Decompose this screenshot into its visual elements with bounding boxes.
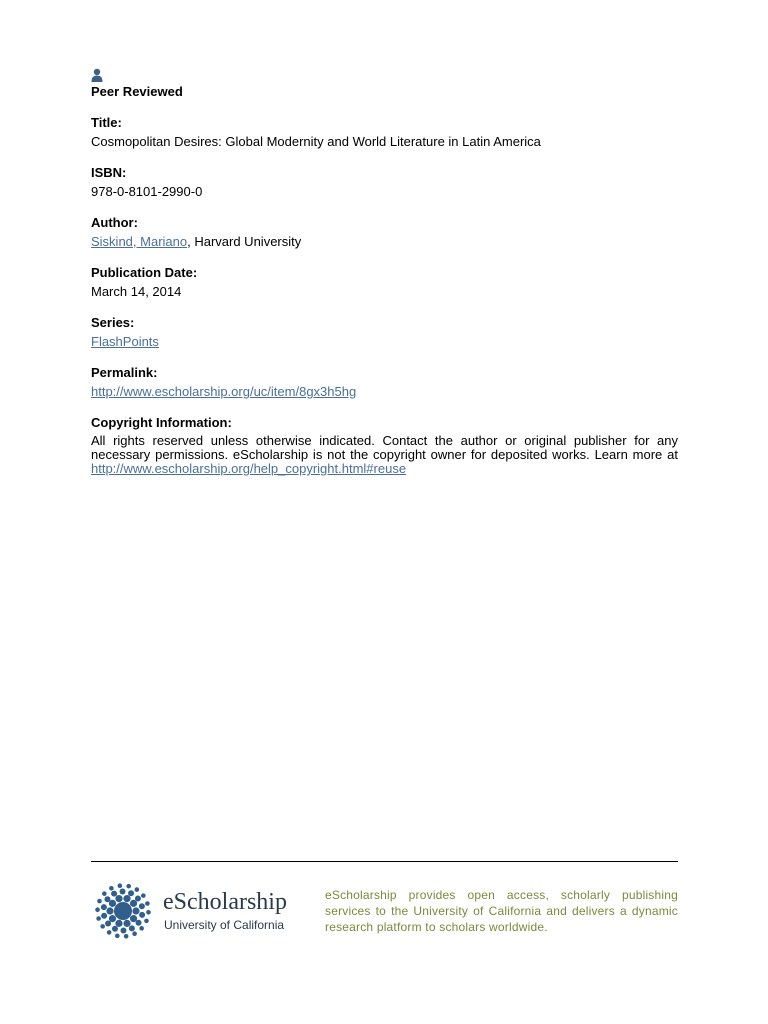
logo-dot — [118, 883, 123, 888]
author-label: Author: — [91, 215, 138, 230]
logo-dot — [95, 907, 100, 912]
escholarship-tagline: eScholarship provides open access, scholarly publishing services to the University of California and delivers a dynamic research platform to scholars worldwide. — [325, 888, 678, 934]
series-label: Series: — [91, 315, 135, 330]
title-field — [91, 115, 678, 150]
logo-dot — [120, 927, 126, 933]
title-value: Cosmopolitan Desires: Global Modernity and World Literature in Latin America — [91, 134, 541, 149]
logo-dot — [115, 920, 122, 927]
logo-dot — [120, 889, 126, 895]
logo-dot — [124, 934, 129, 939]
author-name-link[interactable]: Siskind, Mariano — [91, 234, 188, 249]
footer-divider — [91, 861, 678, 862]
logo-dot — [104, 896, 110, 902]
author-field — [91, 215, 678, 250]
logo-dot — [101, 913, 107, 919]
logo-dot — [101, 904, 107, 910]
logo-dot — [123, 895, 130, 902]
item-metadata — [91, 68, 678, 476]
isbn-value: 978-0-8101-2990-0 — [91, 184, 203, 199]
series-link[interactable]: FlashPoints — [91, 334, 159, 349]
isbn-field — [91, 165, 678, 200]
logo-dot — [139, 912, 145, 918]
logo-dot — [115, 895, 122, 902]
permalink-value — [91, 384, 678, 400]
copyright-label: Copyright Information: — [91, 415, 232, 430]
logo-dot — [139, 926, 144, 931]
logo-dot — [128, 890, 134, 896]
logo-dot — [109, 915, 116, 922]
logo-dot — [111, 891, 117, 897]
publication-date-value: March 14, 2014 — [91, 284, 182, 299]
logo-dot — [115, 934, 120, 939]
copyright-text — [91, 434, 678, 476]
logo-dot — [123, 920, 130, 927]
copyright-field — [91, 415, 678, 476]
logo-center-dot — [114, 902, 132, 920]
logo-dot — [141, 893, 146, 898]
escholarship-dots-logo-icon — [93, 880, 153, 942]
logo-dot — [139, 903, 145, 909]
copyright-body: All rights reserved unless otherwise indicated. Contact the author or original publisher for any necessary permissions. eScholarship is not the copyright owner for deposited works. Learn more at — [91, 433, 678, 462]
logo-dot — [102, 891, 107, 896]
logo-dot — [112, 926, 118, 932]
series-field — [91, 315, 678, 350]
logo-dot — [132, 907, 139, 914]
logo-dot — [96, 916, 101, 921]
person-icon — [91, 68, 103, 82]
permalink-link[interactable]: http://www.escholarship.org/uc/item/8gx3h5hg — [91, 384, 357, 399]
author-affiliation: , Harvard University — [187, 234, 302, 249]
escholarship-logo — [93, 880, 293, 944]
peer-reviewed-label: Peer Reviewed — [91, 84, 183, 99]
permalink-label: Permalink: — [91, 365, 158, 380]
logo-dot — [129, 925, 135, 931]
isbn-label: ISBN: — [91, 165, 127, 180]
logo-dot — [145, 901, 150, 906]
logo-dot — [100, 924, 105, 929]
title-label: Title: — [91, 115, 122, 130]
publication-date-field — [91, 265, 678, 300]
series-value — [91, 334, 678, 350]
logo-dot — [126, 884, 131, 889]
logo-dot — [105, 921, 111, 927]
logo-wordmark: eScholarship — [163, 889, 287, 915]
permalink-field — [91, 365, 678, 400]
logo-dot — [97, 899, 102, 904]
logo-dot — [132, 931, 137, 936]
author-value — [91, 234, 678, 250]
logo-dot — [136, 920, 142, 926]
logo-dot — [144, 919, 149, 924]
logo-subtitle: University of California — [164, 918, 285, 932]
logo-dot — [135, 887, 140, 892]
copyright-help-link[interactable]: http://www.escholarship.org/help_copyright.html#reuse — [91, 461, 407, 476]
logo-dot — [135, 895, 141, 901]
publication-date-label: Publication Date: — [91, 265, 198, 280]
logo-dot — [146, 910, 151, 915]
logo-dot — [106, 907, 113, 914]
logo-dot — [130, 900, 137, 907]
logo-dot — [109, 886, 114, 891]
logo-dot — [107, 930, 112, 935]
